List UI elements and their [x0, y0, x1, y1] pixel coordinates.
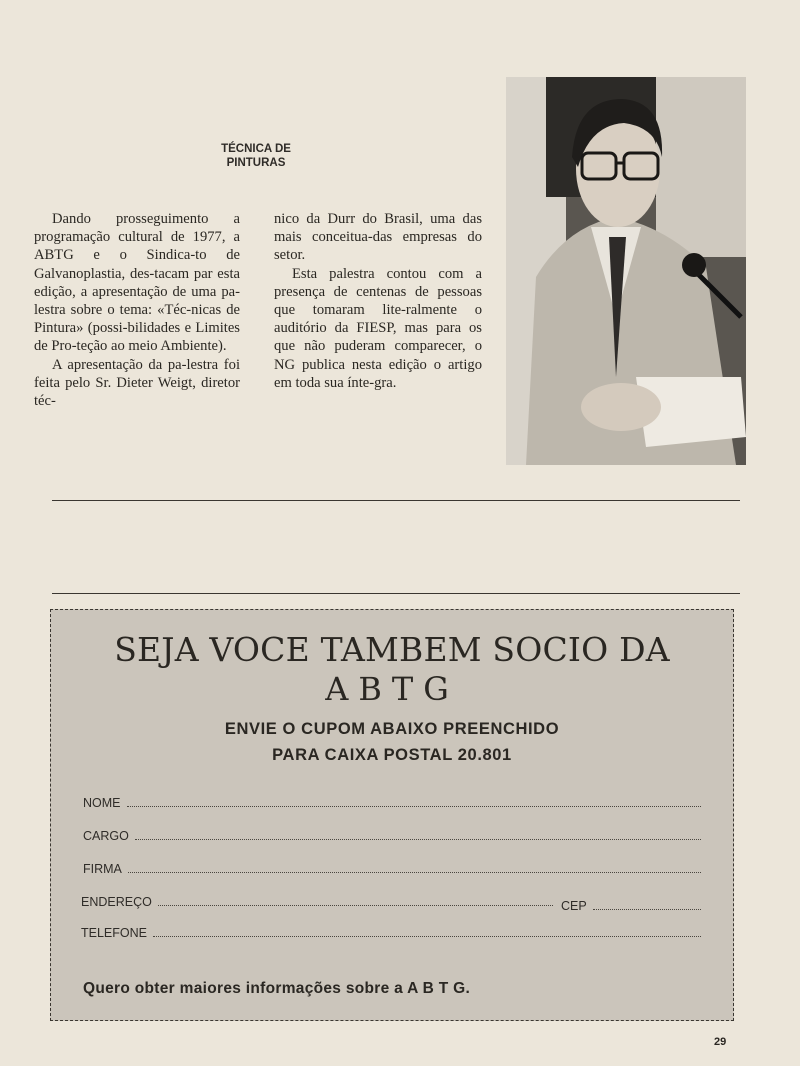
coupon-headline: SEJA VOCE TAMBEM SOCIO DA — [114, 630, 670, 669]
coupon-address: PARA CAIXA POSTAL 20.801 — [272, 746, 512, 764]
article-column-left — [34, 210, 240, 410]
endereco-field[interactable] — [81, 895, 553, 909]
speaker-photo-icon — [506, 77, 746, 465]
article-column-middle — [274, 210, 482, 392]
article-paragraph: Dando prosseguimento a programação cultural de 1977, a ABTG e o Sindica-to de Galvanoplastia, des-tacam par esta edição, a apresentação de uma pa-lestra sobre o tema: «Téc-nicas de Pintura» (possi-bilidades e Limites de Pro-teção ao meio Ambiente). — [34, 211, 240, 355]
article-paragraph: A apresentação da pa-lestra foi feita pelo Sr. Dieter Weigt, diretor téc- — [34, 356, 240, 410]
coupon-instruction: ENVIE O CUPOM ABAIXO PREENCHIDO — [224, 720, 560, 738]
article-paragraph: nico da Durr do Brasil, uma das mais conceitua-das empresas do setor. — [274, 211, 482, 264]
nome-line[interactable] — [127, 805, 702, 807]
telefone-label: TELEFONE — [81, 926, 147, 940]
page-number: 29 — [714, 1036, 727, 1048]
article-paragraph: Esta palestra contou com a presença de centenas de pessoas que tomaram lite-ralmente o auditório da FIESP, mas para os que não puderam comparecer, o NG publica nesta edição o artigo em toda sua ínte-gra. — [274, 265, 482, 391]
section-title-line1: TÉCNICA DE — [221, 143, 291, 155]
cargo-field[interactable] — [83, 829, 701, 843]
coupon-headline-org: ABTG — [325, 670, 459, 708]
section-title — [196, 142, 316, 170]
endereco-line[interactable] — [158, 904, 553, 906]
cep-line[interactable] — [593, 908, 701, 910]
coupon-footer: Quero obter maiores informações sobre a A B T G. — [83, 980, 471, 997]
telefone-line[interactable] — [153, 935, 701, 937]
divider-rule — [52, 593, 740, 594]
speaker-photo — [506, 77, 746, 465]
cargo-label: CARGO — [83, 829, 129, 843]
section-title-line2: PINTURAS — [226, 157, 286, 169]
telefone-field[interactable] — [81, 926, 701, 940]
membership-coupon — [50, 609, 734, 1021]
divider-rule — [52, 500, 740, 501]
nome-label: NOME — [83, 796, 121, 810]
firma-line[interactable] — [128, 871, 701, 873]
endereco-label: ENDEREÇO — [81, 895, 152, 909]
nome-field[interactable] — [83, 796, 701, 810]
firma-label: FIRMA — [83, 862, 122, 876]
cep-label: CEP — [561, 899, 587, 913]
cep-field[interactable] — [561, 899, 701, 913]
cargo-line[interactable] — [135, 838, 701, 840]
firma-field[interactable] — [83, 862, 701, 876]
